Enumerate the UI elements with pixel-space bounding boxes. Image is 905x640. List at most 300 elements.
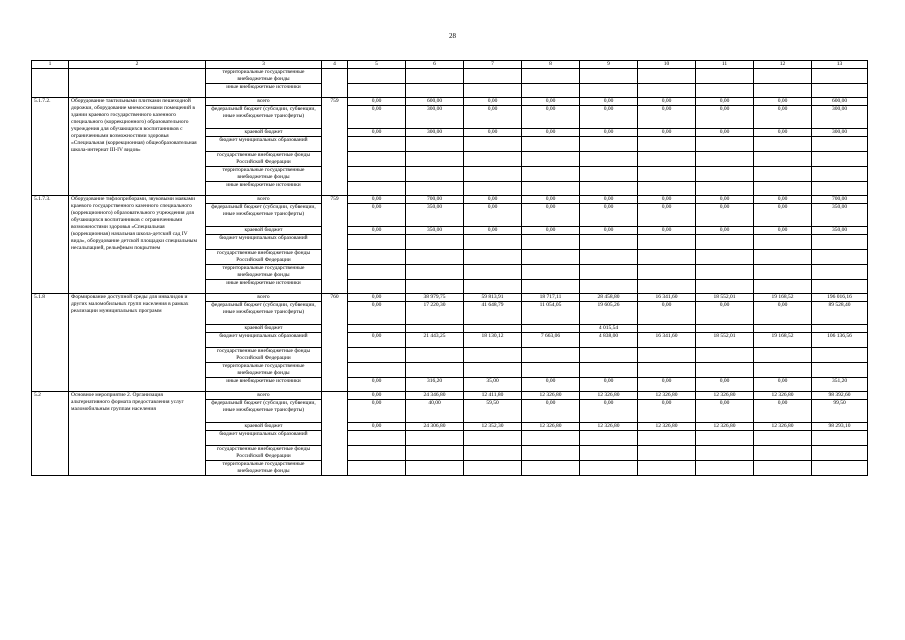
amount-cell: 0,00 <box>696 106 754 129</box>
column-number: 3 <box>206 61 322 69</box>
amount-cell: 0,00 <box>638 129 696 137</box>
amount-cell <box>696 137 754 152</box>
amount-cell <box>754 280 812 294</box>
column-number: 5 <box>348 61 406 69</box>
amount-cell: 12 326,80 <box>638 392 696 400</box>
amount-cell <box>348 152 406 167</box>
amount-cell <box>638 167 696 182</box>
amount-cell: 0,00 <box>348 129 406 137</box>
amount-cell: 0,00 <box>348 378 406 392</box>
amount-cell <box>580 69 638 84</box>
amount-cell <box>812 152 868 167</box>
amount-cell: 18 717,11 <box>522 294 580 302</box>
amount-cell <box>812 137 868 152</box>
amount-cell <box>406 265 464 280</box>
column-number: 4 <box>322 61 348 69</box>
amount-cell <box>464 363 522 378</box>
amount-cell: 0,00 <box>580 129 638 137</box>
amount-cell: 19 168,52 <box>754 333 812 348</box>
amount-cell <box>638 152 696 167</box>
amount-cell: 38 979,75 <box>406 294 464 302</box>
amount-cell <box>522 235 580 250</box>
amount-cell <box>754 250 812 265</box>
amount-cell: 0,00 <box>580 204 638 227</box>
funding-source: бюджет муниципальных образований <box>206 235 322 250</box>
amount-cell <box>812 280 868 294</box>
amount-cell: 99,50 <box>812 400 868 423</box>
amount-cell <box>406 182 464 196</box>
column-number: 1 <box>32 61 69 69</box>
funding-source: бюджет муниципальных образований <box>206 333 322 348</box>
amount-cell <box>754 235 812 250</box>
amount-cell: 0,00 <box>522 204 580 227</box>
amount-cell <box>696 325 754 333</box>
item-name: Формирование доступной среды для инвалидов и других маломобильных групп населения в рамках реализации муниципальных программ <box>69 294 206 392</box>
table-row <box>32 196 868 204</box>
funding-source: краевой бюджет <box>206 227 322 235</box>
amount-cell <box>638 182 696 196</box>
amount-cell: 59 813,91 <box>464 294 522 302</box>
amount-cell: 350,00 <box>812 204 868 227</box>
amount-cell <box>812 265 868 280</box>
amount-cell <box>638 250 696 265</box>
amount-cell <box>696 446 754 461</box>
amount-cell <box>812 250 868 265</box>
amount-cell <box>522 446 580 461</box>
amount-cell <box>754 348 812 363</box>
amount-cell <box>464 250 522 265</box>
amount-cell <box>406 152 464 167</box>
amount-cell: 0,00 <box>754 227 812 235</box>
column-number: 2 <box>69 61 206 69</box>
amount-cell <box>406 348 464 363</box>
funding-source: федеральный бюджет (субсидии, субвенции, иные межбюджетные трансферты) <box>206 400 322 423</box>
column-number: 11 <box>696 61 754 69</box>
amount-cell <box>812 431 868 446</box>
amount-cell <box>812 84 868 98</box>
amount-cell: 0,00 <box>522 129 580 137</box>
amount-cell: 300,00 <box>406 106 464 129</box>
item-code: 5.2 <box>32 392 69 476</box>
amount-cell <box>696 69 754 84</box>
amount-cell <box>638 137 696 152</box>
amount-cell: 0,00 <box>638 400 696 423</box>
amount-cell <box>464 280 522 294</box>
amount-cell: 0,00 <box>696 400 754 423</box>
amount-cell <box>580 167 638 182</box>
funding-source: иные внебюджетные источники <box>206 378 322 392</box>
amount-cell: 106 136,56 <box>812 333 868 348</box>
amount-cell: 300,00 <box>812 106 868 129</box>
amount-cell: 600,00 <box>406 98 464 106</box>
funding-source: государственные внебюджетные фонды Российской Федерации <box>206 348 322 363</box>
item-code <box>32 69 69 98</box>
amount-cell: 0,00 <box>464 129 522 137</box>
amount-cell <box>812 363 868 378</box>
amount-cell <box>754 152 812 167</box>
amount-cell <box>348 84 406 98</box>
amount-cell <box>696 431 754 446</box>
amount-cell <box>348 280 406 294</box>
amount-cell <box>638 431 696 446</box>
amount-cell <box>638 325 696 333</box>
amount-cell: 19 605,26 <box>580 302 638 325</box>
amount-cell: 316,20 <box>406 378 464 392</box>
amount-cell: 0,00 <box>638 106 696 129</box>
amount-cell: 351,20 <box>812 378 868 392</box>
amount-cell <box>580 446 638 461</box>
amount-cell: 17 220,30 <box>406 302 464 325</box>
amount-cell: 700,00 <box>812 196 868 204</box>
amount-cell: 0,00 <box>348 423 406 431</box>
amount-cell: 59,50 <box>464 400 522 423</box>
table-row <box>32 98 868 106</box>
amount-cell: 18 552,01 <box>696 333 754 348</box>
amount-cell: 300,00 <box>406 129 464 137</box>
amount-cell: 0,00 <box>348 400 406 423</box>
column-number: 10 <box>638 61 696 69</box>
amount-cell: 0,00 <box>580 98 638 106</box>
amount-cell <box>580 431 638 446</box>
amount-cell <box>348 325 406 333</box>
amount-cell <box>348 348 406 363</box>
amount-cell <box>754 137 812 152</box>
amount-cell <box>696 84 754 98</box>
amount-cell: 0,00 <box>754 106 812 129</box>
amount-cell: 0,00 <box>522 378 580 392</box>
amount-cell: 19 168,52 <box>754 294 812 302</box>
amount-cell: 0,00 <box>754 302 812 325</box>
amount-cell: 0,00 <box>580 106 638 129</box>
amount-cell <box>348 461 406 476</box>
amount-cell: 0,00 <box>580 196 638 204</box>
amount-cell <box>406 461 464 476</box>
amount-cell: 0,00 <box>696 98 754 106</box>
amount-cell: 7 663,06 <box>522 333 580 348</box>
amount-cell <box>522 182 580 196</box>
amount-cell: 0,00 <box>696 129 754 137</box>
amount-cell <box>464 235 522 250</box>
funding-source: краевой бюджет <box>206 423 322 431</box>
amount-cell: 0,00 <box>638 196 696 204</box>
amount-cell: 0,00 <box>638 302 696 325</box>
amount-cell <box>580 137 638 152</box>
amount-cell <box>348 250 406 265</box>
amount-cell <box>754 84 812 98</box>
funding-source: всего <box>206 98 322 106</box>
amount-cell <box>464 265 522 280</box>
amount-cell: 0,00 <box>638 378 696 392</box>
funding-source: территориальные государственные внебюджетные фонды <box>206 69 322 84</box>
table-row <box>32 294 868 302</box>
amount-cell <box>696 235 754 250</box>
column-number-row <box>32 61 868 69</box>
amount-cell <box>406 280 464 294</box>
amount-cell: 98 392,60 <box>812 392 868 400</box>
amount-cell <box>522 69 580 84</box>
amount-cell <box>522 280 580 294</box>
amount-cell <box>812 348 868 363</box>
column-number: 6 <box>406 61 464 69</box>
amount-cell: 12 326,80 <box>754 392 812 400</box>
amount-cell: 12 326,80 <box>754 423 812 431</box>
amount-cell: 0,00 <box>464 106 522 129</box>
amount-cell <box>464 431 522 446</box>
funding-source: территориальные государственные внебюджетные фонды <box>206 461 322 476</box>
amount-cell: 18 552,01 <box>696 294 754 302</box>
amount-cell: 0,00 <box>580 400 638 423</box>
amount-cell <box>406 235 464 250</box>
amount-cell: 12 411,80 <box>464 392 522 400</box>
amount-cell <box>812 461 868 476</box>
funding-source: всего <box>206 196 322 204</box>
funding-source: территориальные государственные внебюджетные фонды <box>206 167 322 182</box>
amount-cell <box>638 348 696 363</box>
amount-cell <box>464 325 522 333</box>
amount-cell <box>638 280 696 294</box>
amount-cell <box>696 250 754 265</box>
amount-cell <box>812 167 868 182</box>
amount-cell <box>406 137 464 152</box>
funding-source: иные внебюджетные источники <box>206 84 322 98</box>
amount-cell <box>348 363 406 378</box>
amount-cell: 0,00 <box>754 129 812 137</box>
amount-cell: 350,00 <box>406 204 464 227</box>
funding-source: федеральный бюджет (субсидии, субвенции, иные межбюджетные трансферты) <box>206 204 322 227</box>
amount-cell: 11 054,05 <box>522 302 580 325</box>
amount-cell <box>754 69 812 84</box>
amount-cell: 12 326,80 <box>696 392 754 400</box>
column-number: 9 <box>580 61 638 69</box>
amount-cell <box>754 265 812 280</box>
amount-cell <box>580 348 638 363</box>
amount-cell <box>580 265 638 280</box>
amount-cell: 0,00 <box>696 204 754 227</box>
amount-cell: 0,00 <box>522 227 580 235</box>
amount-cell: 89 528,40 <box>812 302 868 325</box>
funding-source: территориальные государственные внебюджетные фонды <box>206 363 322 378</box>
amount-cell <box>464 152 522 167</box>
amount-cell <box>464 69 522 84</box>
amount-cell <box>638 265 696 280</box>
amount-cell: 0,00 <box>348 196 406 204</box>
amount-cell: 16 341,60 <box>638 294 696 302</box>
funding-source: краевой бюджет <box>206 129 322 137</box>
funding-source: бюджет муниципальных образований <box>206 431 322 446</box>
amount-cell: 0,00 <box>754 400 812 423</box>
csr-code <box>322 392 348 476</box>
amount-cell: 24 346,80 <box>406 392 464 400</box>
amount-cell <box>348 446 406 461</box>
amount-cell <box>406 431 464 446</box>
item-name <box>69 69 206 98</box>
amount-cell: 0,00 <box>522 400 580 423</box>
amount-cell <box>522 265 580 280</box>
amount-cell: 0,00 <box>638 204 696 227</box>
amount-cell <box>464 446 522 461</box>
amount-cell: 41 648,79 <box>464 302 522 325</box>
funding-source: государственные внебюджетные фонды Российской Федерации <box>206 250 322 265</box>
amount-cell: 0,00 <box>464 196 522 204</box>
funding-source: иные внебюджетные источники <box>206 280 322 294</box>
amount-cell: 40,00 <box>406 400 464 423</box>
amount-cell: 12 326,80 <box>580 392 638 400</box>
amount-cell <box>638 461 696 476</box>
amount-cell: 0,00 <box>754 196 812 204</box>
amount-cell <box>638 235 696 250</box>
amount-cell: 16 341,60 <box>638 333 696 348</box>
amount-cell <box>638 84 696 98</box>
table-row <box>32 69 868 84</box>
amount-cell: 18 130,12 <box>464 333 522 348</box>
amount-cell: 12 352,30 <box>464 423 522 431</box>
amount-cell <box>754 182 812 196</box>
amount-cell <box>580 152 638 167</box>
amount-cell <box>522 431 580 446</box>
amount-cell <box>522 461 580 476</box>
funding-source: краевой бюджет <box>206 325 322 333</box>
funding-source: всего <box>206 392 322 400</box>
amount-cell: 0,00 <box>696 378 754 392</box>
amount-cell <box>580 235 638 250</box>
amount-cell: 600,00 <box>812 98 868 106</box>
amount-cell: 4 838,00 <box>580 333 638 348</box>
amount-cell: 0,00 <box>754 204 812 227</box>
amount-cell: 0,00 <box>696 227 754 235</box>
amount-cell <box>348 69 406 84</box>
amount-cell <box>522 167 580 182</box>
amount-cell: 0,00 <box>696 196 754 204</box>
amount-cell <box>464 182 522 196</box>
budget-table <box>31 60 868 476</box>
funding-source: бюджет муниципальных образований <box>206 137 322 152</box>
amount-cell <box>754 363 812 378</box>
amount-cell <box>348 431 406 446</box>
item-code: 5.1.8 <box>32 294 69 392</box>
amount-cell <box>580 280 638 294</box>
amount-cell: 350,00 <box>406 227 464 235</box>
amount-cell <box>696 280 754 294</box>
amount-cell: 0,00 <box>754 378 812 392</box>
amount-cell <box>464 167 522 182</box>
amount-cell <box>522 84 580 98</box>
csr-code: 760 <box>322 294 348 392</box>
amount-cell <box>696 348 754 363</box>
amount-cell <box>812 235 868 250</box>
amount-cell: 0,00 <box>348 204 406 227</box>
amount-cell <box>348 167 406 182</box>
amount-cell: 196 016,16 <box>812 294 868 302</box>
item-name: Оборудование тифлоприборами, звуковыми маяками краевого государственного казенного специального (коррекционного) образовательного учреждения для обучающихся воспитанников с ограниченными возможностями здоровья «Специальная (коррекционная) начальная школа-детский сад IV вида», оборудование детской площадки специальным несальпацией, рельефным покрытием <box>69 196 206 294</box>
funding-source: иные внебюджетные источники <box>206 182 322 196</box>
amount-cell: 700,00 <box>406 196 464 204</box>
amount-cell <box>696 182 754 196</box>
amount-cell <box>522 348 580 363</box>
amount-cell <box>348 182 406 196</box>
amount-cell <box>580 84 638 98</box>
funding-source: федеральный бюджет (субсидии, субвенции, иные межбюджетные трансферты) <box>206 302 322 325</box>
funding-source: государственные внебюджетные фонды Российской Федерации <box>206 446 322 461</box>
amount-cell <box>812 69 868 84</box>
amount-cell: 0,00 <box>522 196 580 204</box>
amount-cell: 0,00 <box>638 227 696 235</box>
amount-cell: 28 458,80 <box>580 294 638 302</box>
amount-cell <box>522 137 580 152</box>
amount-cell: 0,00 <box>522 106 580 129</box>
csr-code: 759 <box>322 98 348 196</box>
csr-code: 759 <box>322 196 348 294</box>
item-name: Оборудование тактильными плитками пешеходной дорожки, оборудование мнемосхемами помещений в здании краевого государственного казенного специального (коррекционного) образовательного учреждения для обучающихся воспитанников с ограниченными возможностями здоровья «Специальная (коррекционная) общеобразовательная школа-интернат III-IV видов» <box>69 98 206 196</box>
amount-cell <box>580 182 638 196</box>
amount-cell <box>464 137 522 152</box>
amount-cell <box>696 265 754 280</box>
amount-cell: 0,00 <box>464 204 522 227</box>
amount-cell <box>812 182 868 196</box>
amount-cell <box>580 250 638 265</box>
amount-cell <box>754 167 812 182</box>
item-name: Основное мероприятие 2. Организация альтернативного формата предоставления услуг маломобильным группам населения <box>69 392 206 476</box>
amount-cell <box>696 167 754 182</box>
amount-cell <box>580 461 638 476</box>
amount-cell <box>638 446 696 461</box>
amount-cell: 0,00 <box>522 98 580 106</box>
amount-cell <box>638 363 696 378</box>
amount-cell: 0,00 <box>348 98 406 106</box>
amount-cell: 12 326,80 <box>638 423 696 431</box>
amount-cell <box>696 363 754 378</box>
amount-cell: 0,00 <box>464 227 522 235</box>
amount-cell: 0,00 <box>638 98 696 106</box>
amount-cell <box>812 325 868 333</box>
amount-cell <box>464 84 522 98</box>
amount-cell <box>406 446 464 461</box>
amount-cell: 0,00 <box>348 227 406 235</box>
amount-cell <box>638 69 696 84</box>
amount-cell <box>522 363 580 378</box>
funding-source: территориальные государственные внебюджетные фонды <box>206 265 322 280</box>
amount-cell: 0,00 <box>348 294 406 302</box>
amount-cell: 0,00 <box>580 378 638 392</box>
amount-cell <box>348 265 406 280</box>
amount-cell: 0,00 <box>464 98 522 106</box>
funding-source: государственные внебюджетные фонды Российской Федерации <box>206 152 322 167</box>
table-row <box>32 392 868 400</box>
amount-cell: 24 306,80 <box>406 423 464 431</box>
amount-cell <box>464 348 522 363</box>
item-code: 5.1.7.3. <box>32 196 69 294</box>
amount-cell <box>754 431 812 446</box>
amount-cell: 0,00 <box>580 227 638 235</box>
amount-cell <box>406 84 464 98</box>
amount-cell <box>696 152 754 167</box>
amount-cell: 0,00 <box>348 302 406 325</box>
amount-cell <box>406 250 464 265</box>
amount-cell <box>348 137 406 152</box>
amount-cell: 0,00 <box>348 333 406 348</box>
amount-cell: 0,00 <box>348 392 406 400</box>
amount-cell: 12 326,80 <box>522 392 580 400</box>
amount-cell: 35,00 <box>464 378 522 392</box>
amount-cell <box>522 250 580 265</box>
amount-cell <box>522 325 580 333</box>
amount-cell <box>754 446 812 461</box>
amount-cell: 4 015,54 <box>580 325 638 333</box>
funding-source: федеральный бюджет (субсидии, субвенции, иные межбюджетные трансферты) <box>206 106 322 129</box>
amount-cell: 12 326,80 <box>580 423 638 431</box>
amount-cell: 12 326,80 <box>522 423 580 431</box>
amount-cell: 0,00 <box>754 98 812 106</box>
item-code: 5.1.7.2. <box>32 98 69 196</box>
